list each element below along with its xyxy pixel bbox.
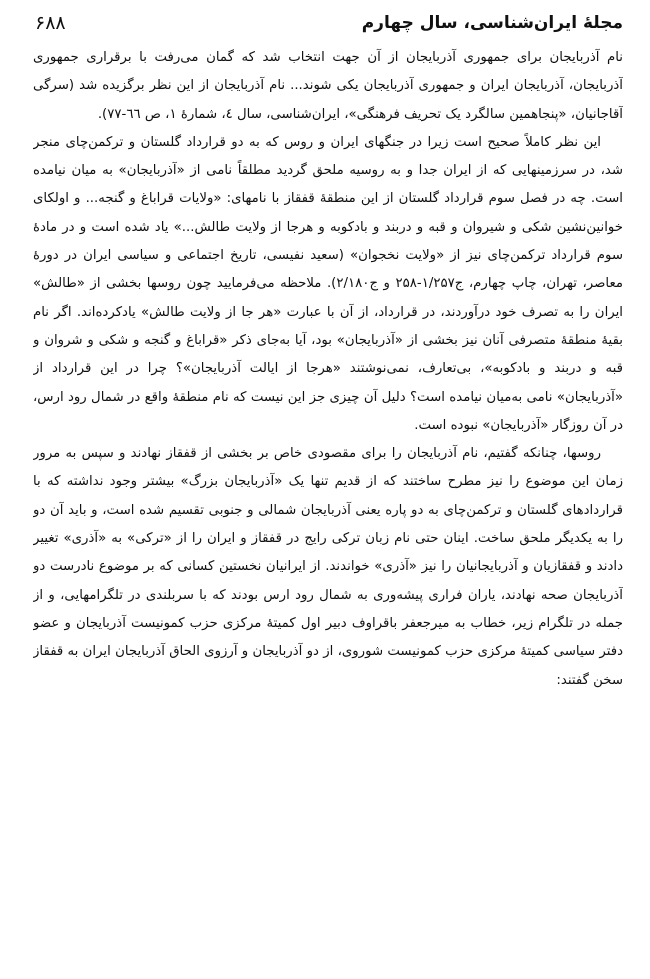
page-number: ۶۸۸: [35, 12, 66, 34]
paragraph-quote-continuation: نام آذربایجان برای جمهوری آذربایجان از آن جهت انتخاب شد که گمان می‌رفت با برقراری جمهوری آذربایجان، آذربایجان ایران و جمهوری آذربایجان یکی شوند... نام آذربایجان از این نظر برگزیده شد (سرگی آقاجانیان، «پنجاهمین سالگرد یک تحریف فرهنگی»، ایران‌شناسی، سال ٤، شمارهٔ ۱، ص ٦٦-٧٧).: [33, 50, 623, 122]
paragraph-russian-naming: روسها، چنانکه گفتیم، نام آذربایجان را برای مقصودی خاص بر بخشی از قفقاز نهادند و سپس به مرور زمان این موضوع را نیز مطرح ساختند که از قدیم تنها یک «آذربایجان بزرگ» بیشتر وجود نداشته که با قراردادهای گلستان و ترکمن‌چای به دو پاره یعنی آذربایجان شمالی و جنوبی تقسیم شده است، و باید آن دو را به یکدیگر ملحق ساخت. اینان حتی نام زبان ترکی رایج در قفقاز و ایران را از «ترکی» به «آذری» تغییر دادند و قفقازیان و آذربایجانیان را نیز «آذری» خواندند. از ایرانیان نخستین کسانی که بر موضوع نادرست دو آذربایجان صحه نهادند، یاران فراری پیشه‌وری به شمال رود ارس بودند که با سربلندی در تلگرامهایی، و از جمله در تلگرام زیر، خطاب به میرجعفر باقراوف دبیر اول کمیتهٔ مرکزی حزب کمونیست آذربایجان و عضو دفتر سیاسی کمیتهٔ مرکزی حزب کمونیست شوروی، از دو آذربایجان و آرزوی الحاق آذربایجان ایران به قفقاز سخن گفتند:: [33, 446, 623, 688]
page-header: [35, 8, 623, 38]
running-title: مجلهٔ ایران‌شناسی، سال چهارم: [361, 13, 623, 33]
article-body: [33, 44, 623, 974]
paragraph-treaties: این نظر کاملاً صحیح است زیرا در جنگهای ایران و روس که به دو قرارداد گلستان و ترکمن‌چای منجر شد، در سرزمینهایی که از ایران جدا و به روسیه ملحق گردید مطلقاً نامی از «آذربایجان» به میان نیامده است. چه در فصل سوم قرارداد گلستان از این منطقهٔ قفقاز با نامهای: «ولایات قراباغ و گنجه... و اولکای خوانین‌نشین شکی و شیروان و قبه و دربند و بادکوبه و هرجا از ولایت طالش...» یاد شده است و در مادهٔ سوم قرارداد ترکمن‌چای نیز از «ولایت نخجوان» (سعید نفیسی، تاریخ اجتماعی و سیاسی ایران در دورهٔ معاصر، تهران، چاپ چهارم، ج۱/۲۵۷-۲۵۸ و ج۲/۱۸۰). ملاحظه می‌فرمایید چون روسها بخشی از «طالش» ایران را به تصرف خود درآوردند، در قرارداد، از آن با عبارت «هر جا از ولایت طالش» یادکرده‌اند. اگر نام بقیهٔ منطقهٔ متصرفی آنان نیز بخشی از «آذربایجان» بود، آیا به‌جای ذکر «قراباغ و گنجه و شکی و شروان و قبه و دربند و بادکوبه»، بی‌تعارف، نمی‌نوشتند «هرجا از ایالت آذربایجان»؟ چرا در این قرارداد از «آذربایجان» نامی به‌میان نیامده است؟ دلیل آن چیزی جز این نیست که نام منطقهٔ واقع در شمال رود ارس، در آن روزگار «آذربایجان» نبوده است.: [33, 134, 623, 433]
